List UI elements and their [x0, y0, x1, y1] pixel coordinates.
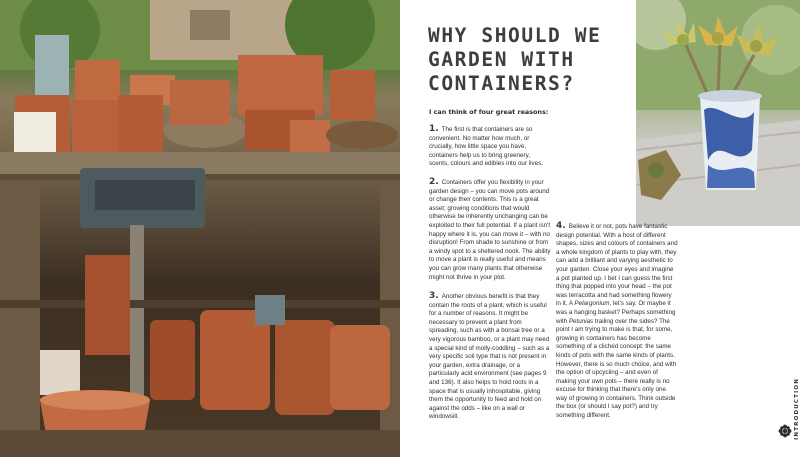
page-title: WHY SHOULD WE GARDEN WITH CONTAINERS?	[428, 24, 602, 95]
reason-text: The first is that containers are so convenient. No matter how much, or crucially, how little space you have, containers help us to bring greenery, scents, colours and edibles into our lives.	[429, 126, 543, 168]
lead-sentence: I can think of four great reasons:	[429, 108, 549, 116]
reason-number: 2.	[429, 177, 439, 187]
plant-name-italic: Petunias	[568, 317, 594, 325]
reason-text: Believe it or not, pots have fantastic design potential. With a host of different shapes, sizes and colours of containers and a whole kingdom of plants to play with, they can add a brilliant and varying aesthetic to your garden. Close your eyes and imagine a pot planted up. I bet I can guess the first thing that popped into your head – the pot was terracotta and had something flowery in it. A	[556, 223, 678, 308]
reason-paragraph-3	[429, 292, 551, 422]
reason-text: trailing over the sides? The point I am trying to make is that, for some, growing in containers has become something of a clichéd concept: the same kinds of pots with the same kinds of plants. However, there is so much choice, and with the option of upcycling – and even of making your own pots – there really is no excuse for thinking that there's only one way of growing in containers. Think outside the box (or should I say pot?) and try something different.	[556, 317, 677, 420]
reason-number: 3.	[429, 291, 439, 301]
reason-text: Another obvious benefit is that they contain the roots of a plant, which is useful for a number of reasons. It might be necessary to prevent a plant from spreading, such as with a bonsai tree or a very vigorous bamboo, or a plant may need a special kind of molly-coddling – such as a very specific soil type that is not present in your garden, extra drainage, or a particularly acid environment (see pages 9 and 136). It also helps to hold roots in a space that is usually inhospitable, giving them the opportunity to feed and hold on against the odds – like on a wall or windowsill.	[429, 293, 550, 421]
reason-text: , let's say. Or maybe it was a hanging basket? Perhaps something with	[556, 300, 676, 325]
reason-paragraph-4	[556, 222, 678, 421]
reason-number: 4.	[556, 221, 566, 231]
plant-name-italic: Pelargonium	[574, 300, 610, 308]
succulent-pot-photo	[636, 0, 800, 226]
reason-paragraph-1	[429, 125, 551, 169]
reason-text: Containers offer you flexibility in your garden design – you can move pots around or change their contents. This is a great asset; growing conditions that would otherwise be inherently unchanging can be exploited to their full potential. If a plant isn't happy where it is, you can move it – with no disruption! From shade to sunshine or from a windy spot to a sheltered nook. The ability to move a plant is really useful and means you can grow many plants that otherwise might not thrive in your plot.	[429, 179, 551, 281]
reason-number: 1.	[429, 124, 439, 134]
succulent-in-blue-pot-image	[636, 0, 800, 226]
reason-paragraph-2	[429, 178, 551, 282]
flower-icon	[778, 424, 792, 438]
section-label: INTRODUCTION	[794, 378, 800, 440]
